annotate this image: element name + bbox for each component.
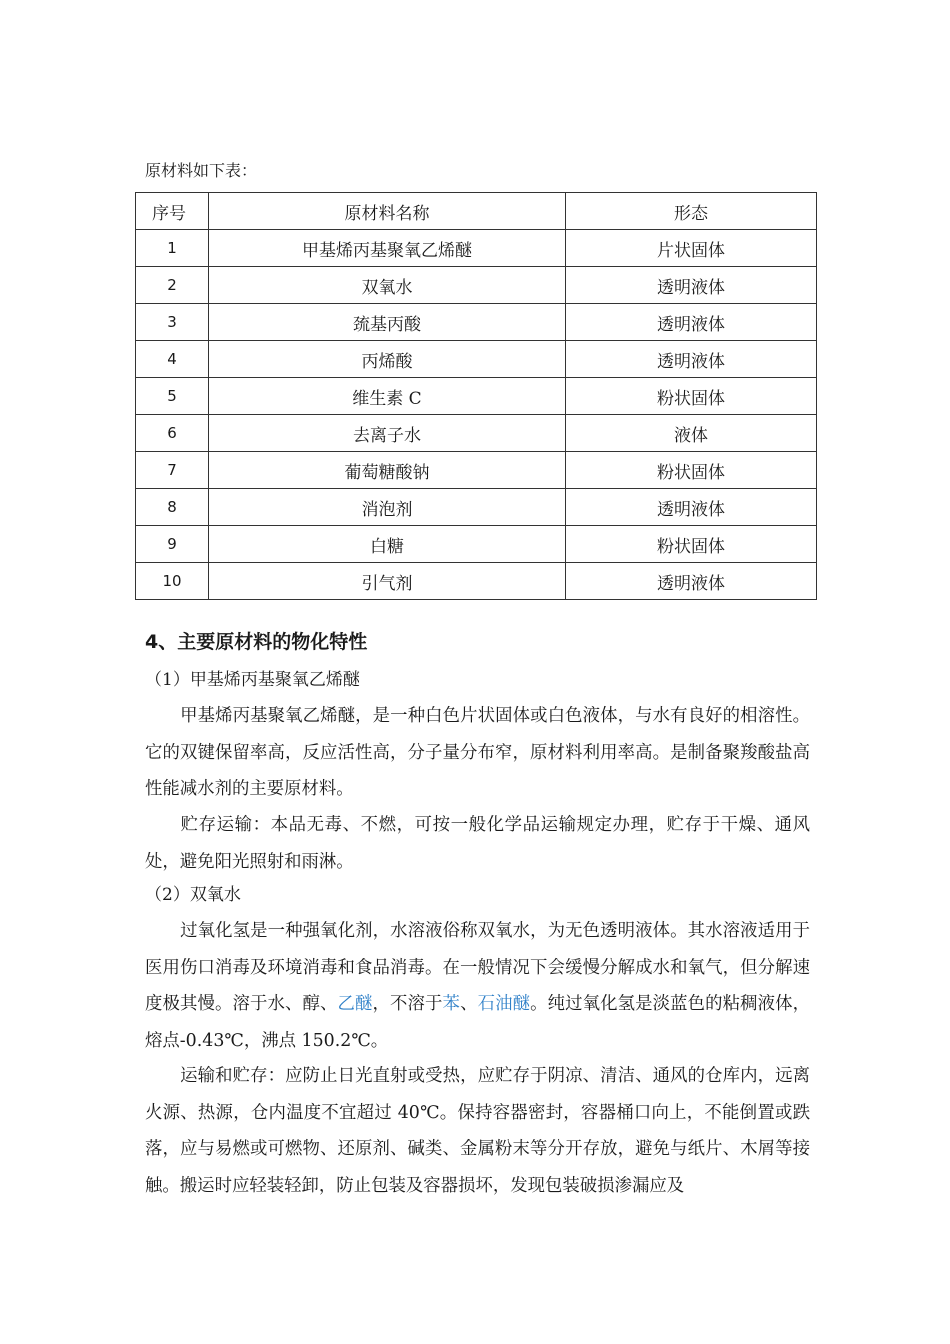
- row-form: 液体: [566, 415, 817, 452]
- row-form: 透明液体: [566, 267, 817, 304]
- section-heading: 4、主要原材料的物化特性: [145, 631, 368, 653]
- row-form: 粉状固体: [566, 452, 817, 489]
- materials-table: [135, 192, 817, 600]
- table-header-row: [136, 193, 817, 230]
- row-no: 7: [136, 452, 209, 489]
- row-no: 5: [136, 378, 209, 415]
- table-row: [136, 230, 817, 267]
- row-no: 8: [136, 489, 209, 526]
- paragraph-2: [145, 807, 810, 880]
- table-row: [136, 526, 817, 563]
- table-caption: 原材料如下表：: [145, 161, 258, 180]
- header-name: 原材料名称: [209, 193, 566, 230]
- table-row: [136, 563, 817, 600]
- row-form: 透明液体: [566, 563, 817, 600]
- row-name: 葡萄糖酸钠: [209, 452, 566, 489]
- paragraph-4: [145, 1058, 810, 1204]
- table-row: [136, 489, 817, 526]
- header-no: 序号: [136, 193, 209, 230]
- table-row: [136, 415, 817, 452]
- paragraph-3-text-d: 。纯过氧化氢是淡蓝色的粘稠液体，熔点-0.43℃，沸点 150.2℃。: [145, 994, 810, 1051]
- row-name: 甲基烯丙基聚氧乙烯醚: [209, 230, 566, 267]
- row-name: 消泡剂: [209, 489, 566, 526]
- row-no: 2: [136, 267, 209, 304]
- row-name: 丙烯酸: [209, 341, 566, 378]
- paragraph-2-text: 贮存运输：本品无毒、不燃，可按一般化学品运输规定办理，贮存于干燥、通风处，避免阳光照射和雨淋。: [145, 815, 810, 872]
- table-row: [136, 267, 817, 304]
- row-no: 10: [136, 563, 209, 600]
- row-no: 6: [136, 415, 209, 452]
- row-no: 4: [136, 341, 209, 378]
- paragraph-3-text-c: 、: [460, 994, 478, 1014]
- row-name: 双氧水: [209, 267, 566, 304]
- row-form: 透明液体: [566, 489, 817, 526]
- table-row: [136, 378, 817, 415]
- header-form: 形态: [566, 193, 817, 230]
- paragraph-1-text: 甲基烯丙基聚氧乙烯醚，是一种白色片状固体或白色液体，与水有良好的相溶性。它的双键保留率高，反应活性高，分子量分布窄，原材料利用率高。是制备聚羧酸盐高性能减水剂的主要原材料。: [145, 706, 810, 799]
- row-form: 粉状固体: [566, 378, 817, 415]
- row-name: 去离子水: [209, 415, 566, 452]
- row-no: 1: [136, 230, 209, 267]
- paragraph-3-text-b: ，不溶于: [372, 994, 443, 1014]
- link-petroleum-ether[interactable]: 石油醚: [477, 994, 531, 1014]
- row-name: 白糖: [209, 526, 566, 563]
- table-row: [136, 304, 817, 341]
- link-ether[interactable]: 乙醚: [337, 994, 373, 1014]
- row-name: 引气剂: [209, 563, 566, 600]
- row-no: 3: [136, 304, 209, 341]
- link-benzene[interactable]: 苯: [442, 994, 461, 1014]
- paragraph-3-text-a: 过氧化氢是一种强氧化剂，水溶液俗称双氧水，为无色透明液体。其水溶液适用于医用伤口消毒及环境消毒和食品消毒。在一般情况下会缓慢分解成水和氧气，但分解速度极其慢。溶于水、醇、: [145, 921, 810, 1014]
- row-form: 粉状固体: [566, 526, 817, 563]
- row-no: 9: [136, 526, 209, 563]
- subsection-title-1: （1）甲基烯丙基聚氧乙烯醚: [145, 670, 360, 690]
- paragraph-3: [145, 913, 810, 1059]
- row-form: 透明液体: [566, 341, 817, 378]
- row-name: 巯基丙酸: [209, 304, 566, 341]
- paragraph-1: [145, 698, 810, 808]
- table-row: [136, 341, 817, 378]
- subsection-title-2: （2）双氧水: [145, 885, 241, 905]
- row-name: 维生素 C: [209, 378, 566, 415]
- table-row: [136, 452, 817, 489]
- paragraph-4-text: 运输和贮存：应防止日光直射或受热，应贮存于阴凉、清洁、通风的仓库内，远离火源、热源，仓内温度不宜超过 40℃。保持容器密封，容器桶口向上，不能倒置或跌落，应与易燃或可燃物、还原剂、碱类、金属粉末等分开存放，避免与纸片、木屑等接触。搬运时应轻装轻卸，防止包装及容器损坏，发现包装破损渗漏应及: [145, 1066, 810, 1196]
- row-form: 片状固体: [566, 230, 817, 267]
- row-form: 透明液体: [566, 304, 817, 341]
